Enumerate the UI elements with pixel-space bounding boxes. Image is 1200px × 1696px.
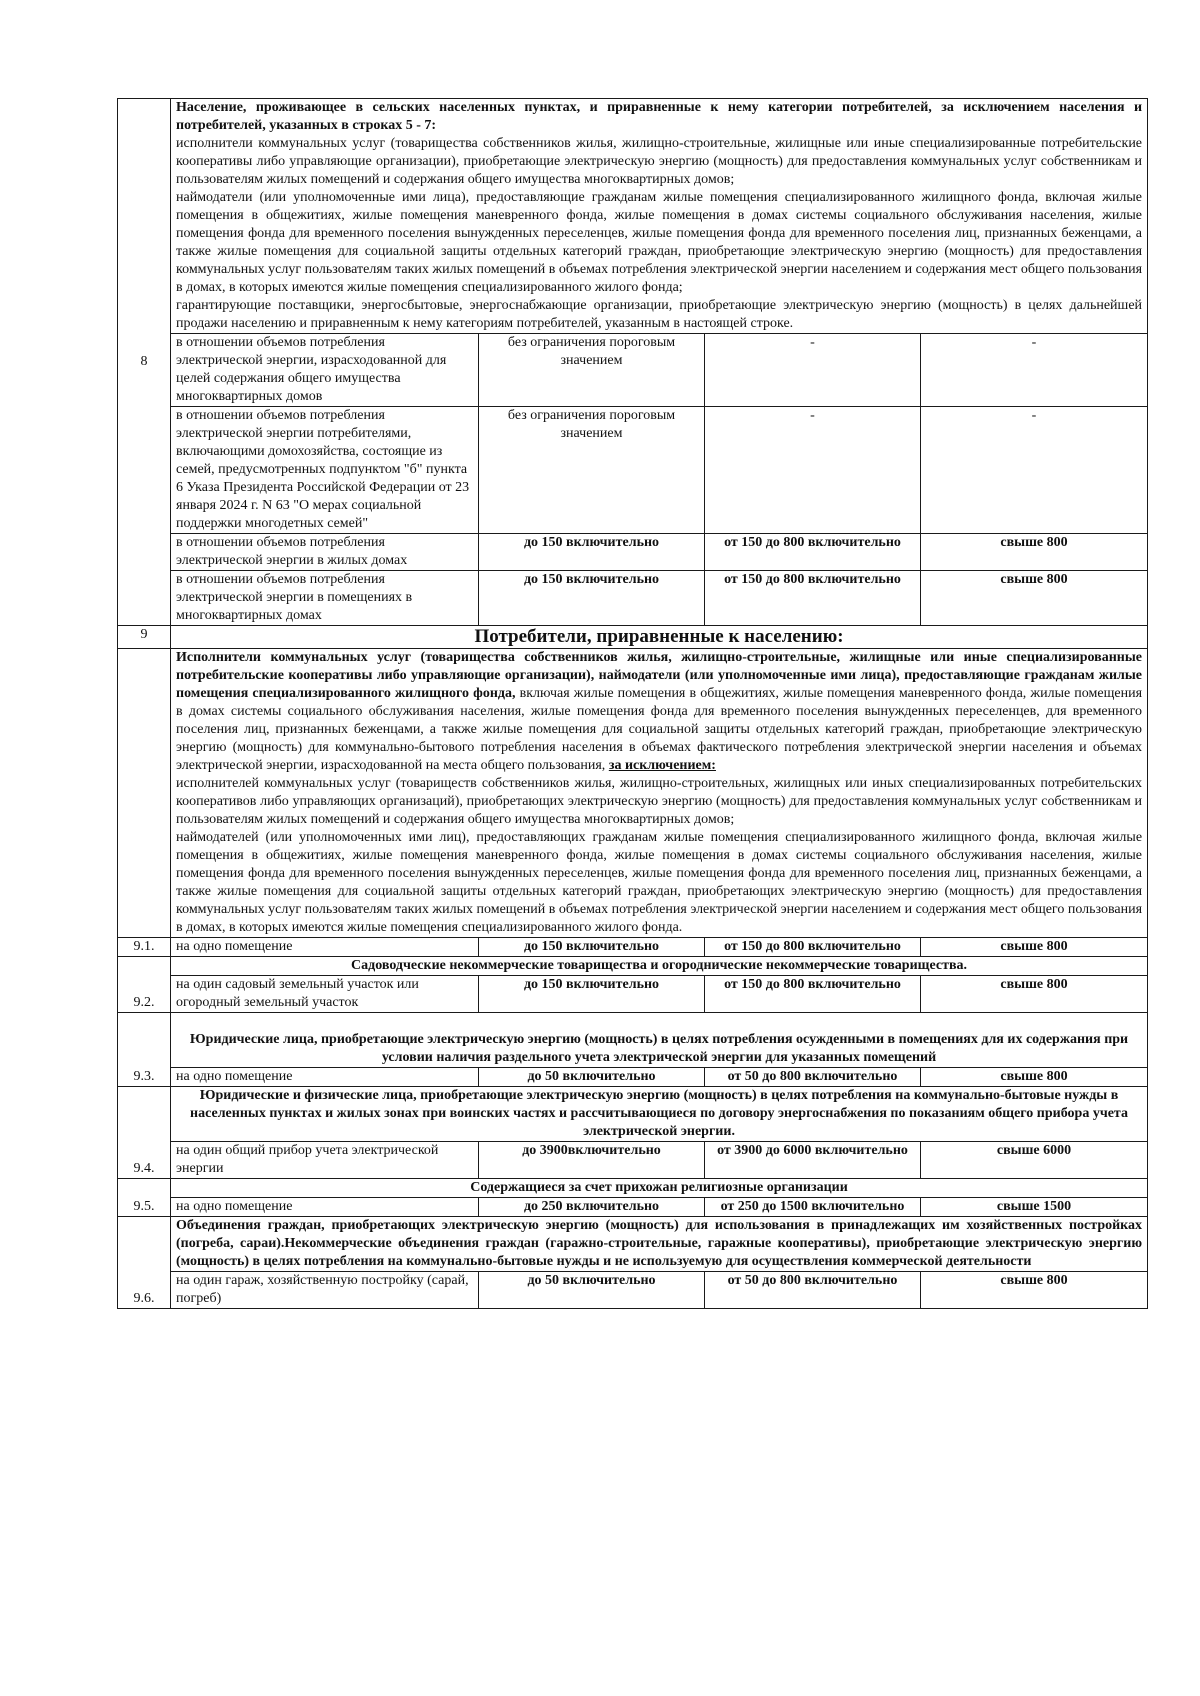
threshold-3: свыше 800 (921, 938, 1148, 957)
consumption-description: в отношении объемов потребления электрической энергии, израсходованной для целей содержания общего имущества многоквартирных домов (171, 334, 479, 407)
row-number: 8 (118, 99, 171, 626)
row-9-description (171, 649, 1148, 938)
row-8-description (171, 99, 1148, 334)
threshold-1: до 150 включительно (479, 938, 705, 957)
section-heading: Потребители, приравненные к населению: (171, 626, 1148, 649)
row-8-intro (118, 99, 1148, 334)
table-row (118, 571, 1148, 626)
threshold-1: до 150 включительно (479, 976, 705, 1013)
category-title: Юридические лица, приобретающие электрическую энергию (мощность) в целях потребления осужденными в помещениях для их содержания при условии наличия раздельного учета электрической энергии для указанных помещений (171, 1013, 1148, 1068)
unit-description: на один садовый земельный участок или огородный земельный участок (171, 976, 479, 1013)
row-8-paragraph: наймодатели (или уполномоченные ими лица), предоставляющие гражданам жилые помещения специализированного жилищного фонда, включая жилые помещения в общежитиях, жилые помещения маневренного фонда, жилые помещения в домах системы социального обслуживания населения, жилые помещения фонда для временного поселения вынужденных переселенцев, жилые помещения фонда для временного поселения лиц, признанных беженцами, а также жилые помещения для социальной защиты отдельных категорий граждан, приобретающие электрическую энергию (мощность) для предоставления коммунальных услуг пользователям таких жилых помещений в объемах потребления электрической энергии населением и содержания мест общего пользования в домах, в которых имеются жилые помещения специализированного жилого фонда; (176, 190, 1143, 295)
threshold-1: до 50 включительно (479, 1068, 705, 1087)
table-row (118, 976, 1148, 1013)
table-row (118, 334, 1148, 407)
threshold-2: от 150 до 800 включительно (705, 534, 921, 571)
row-number: 9.4. (118, 1087, 171, 1179)
category-title: Садоводческие некоммерческие товарищества и огороднические некоммерческие товарищества. (171, 957, 1148, 976)
consumption-description: в отношении объемов потребления электрической энергии потребителями, включающими домохозяйства, состоящие из семей, предусмотренных подпунктом "б" пункта 6 Указа Президента Российской Федерации от 23 января 2024 г. N 63 "О мерах социальной поддержки многодетных семей" (171, 407, 479, 534)
threshold-1: без ограничения пороговым значением (479, 407, 705, 534)
threshold-3: свыше 800 (921, 1272, 1148, 1309)
row-number: 9.6. (118, 1217, 171, 1309)
row-9-intro (118, 649, 1148, 938)
row-8-title: Население, проживающее в сельских населенных пунктах, и приравненные к нему категории потребителей, за исключением населения и потребителей, указанных в строках 5 - 7: (176, 100, 1143, 133)
threshold-3: свыше 800 (921, 976, 1148, 1013)
table-row (118, 938, 1148, 957)
table-row (118, 534, 1148, 571)
exception-label: за исключением: (608, 758, 716, 773)
row-number: 9.2. (118, 957, 171, 1013)
row-number: 9.5. (118, 1179, 171, 1217)
threshold-2: от 150 до 800 включительно (705, 938, 921, 957)
row-9-text: включая жилые помещения в общежитиях, жилые помещения маневренного фонда, жилые помещения в домах системы социального обслуживания населения, жилые помещения фонда для временного поселения вынужденных переселенцев, для временного поселения лиц, признанных беженцами, а также жилые помещения для социальной защиты отдельных категорий граждан, приобретающие электрическую энергию (мощность) для коммунально-бытового потребления населения в объемах фактического потребления электрической энергии населения и объемах электрической энергии, израсходованной на места общего пользования, (176, 686, 1143, 773)
row-number: 9.1. (118, 938, 171, 957)
threshold-3: свыше 800 (921, 571, 1148, 626)
row-9-paragraph: наймодателей (или уполномоченных ими лиц), предоставляющих гражданам жилые помещения специализированного жилищного фонда, включая жилые помещения в общежитиях, жилые помещения маневренного фонда, жилые помещения в домах системы социального обслуживания населения, жилые помещения фонда для временного поселения вынужденных переселенцев, жилые помещения фонда для временного поселения лиц, признанных беженцами, а также жилые помещения для социальной защиты отдельных категорий граждан, приобретающих электрическую энергию (мощность) для предоставления коммунальных услуг пользователям таких жилых помещений в объемах потребления электрической энергии населением и содержания мест общего пользования в домах, в которых имеются жилые помещения специализированного жилого фонда. (176, 830, 1143, 935)
unit-description: на одно помещение (171, 1068, 479, 1087)
threshold-3: - (921, 334, 1148, 407)
threshold-2: от 50 до 800 включительно (705, 1272, 921, 1309)
threshold-3: свыше 6000 (921, 1142, 1148, 1179)
category-title: Юридические и физические лица, приобретающие электрическую энергию (мощность) в целях потребления на коммунально-бытовые нужды в населенных пунктах и жилых зонах при воинских частях и рассчитывающиеся по договору энергоснабжения по показаниям общего прибора учета электрической энергии. (171, 1087, 1148, 1142)
row-9-title: Исполнители коммунальных услуг (товарищества собственников жилья, жилищно-строительные, жилищные или иные специализированные потребительские кооперативы либо управляющие организации), наймодатели (или уполномоченные ими лица), предоставляющие гражданам жилые помещения специализированного жилищного фонда, (176, 650, 1143, 701)
threshold-2: - (705, 407, 921, 534)
consumption-description: в отношении объемов потребления электрической энергии в помещениях в многоквартирных домах (171, 571, 479, 626)
table-row (118, 1198, 1148, 1217)
category-title: Содержащиеся за счет прихожан религиозные организации (171, 1179, 1148, 1198)
threshold-1: до 250 включительно (479, 1198, 705, 1217)
row-8-paragraph: гарантирующие поставщики, энергосбытовые, энергоснабжающие организации, приобретающие электрическую энергию (мощность) в целях дальнейшей продажи населению и приравненным к нему категориям потребителей, указанным в настоящей строке. (176, 298, 1143, 331)
threshold-1: до 3900включительно (479, 1142, 705, 1179)
threshold-2: от 3900 до 6000 включительно (705, 1142, 921, 1179)
row-number: 9.3. (118, 1013, 171, 1087)
tariff-table (117, 98, 1148, 1309)
table-row (118, 1142, 1148, 1179)
row-9-heading (118, 626, 1148, 649)
unit-description: на один гараж, хозяйственную постройку (сарай, погреб) (171, 1272, 479, 1309)
unit-description: на одно помещение (171, 1198, 479, 1217)
unit-description: на один общий прибор учета электрической энергии (171, 1142, 479, 1179)
threshold-3: свыше 1500 (921, 1198, 1148, 1217)
category-title: Объединения граждан, приобретающих электрическую энергию (мощность) для использования в принадлежащих им хозяйственных постройках (погреба, сараи).Некоммерческие объединения граждан (гаражно-строительные, гаражные кооперативы), приобретающие электрическую энергию (мощность) в целях потребления на коммунально-бытовые нужды и не используемую для осуществления коммерческой деятельности (171, 1217, 1148, 1272)
table-row (118, 1068, 1148, 1087)
row-number-empty (118, 649, 171, 938)
threshold-3: свыше 800 (921, 534, 1148, 571)
unit-description: на одно помещение (171, 938, 479, 957)
threshold-1: до 50 включительно (479, 1272, 705, 1309)
row-8-paragraph: исполнители коммунальных услуг (товарищества собственников жилья, жилищно-строительные, жилищные или иные специализированные потребительские кооперативы либо управляющие организации), приобретающие электрическую энергию (мощность) для предоставления коммунальных услуг собственникам и пользователям жилых помещений и содержания общего имущества многоквартирных домов; (176, 136, 1143, 187)
category-header (118, 1179, 1148, 1198)
table-row (118, 1272, 1148, 1309)
threshold-3: - (921, 407, 1148, 534)
threshold-2: от 50 до 800 включительно (705, 1068, 921, 1087)
threshold-1: без ограничения пороговым значением (479, 334, 705, 407)
category-header (118, 957, 1148, 976)
threshold-1: до 150 включительно (479, 571, 705, 626)
threshold-1: до 150 включительно (479, 534, 705, 571)
threshold-2: от 150 до 800 включительно (705, 571, 921, 626)
category-header (118, 1087, 1148, 1142)
threshold-3: свыше 800 (921, 1068, 1148, 1087)
category-header (118, 1217, 1148, 1272)
row-number: 9 (118, 626, 171, 649)
consumption-description: в отношении объемов потребления электрической энергии в жилых домах (171, 534, 479, 571)
table-row (118, 407, 1148, 534)
row-9-paragraph: исполнителей коммунальных услуг (товариществ собственников жилья, жилищно-строительных, жилищных или иных специализированных потребительских кооперативов либо управляющих организаций), приобретающих электрическую энергию (мощность) для предоставления коммунальных услуг собственникам и пользователям жилых помещений и содержания общего имущества многоквартирных домов; (176, 776, 1143, 827)
category-header (118, 1013, 1148, 1068)
threshold-2: от 150 до 800 включительно (705, 976, 921, 1013)
threshold-2: - (705, 334, 921, 407)
threshold-2: от 250 до 1500 включительно (705, 1198, 921, 1217)
